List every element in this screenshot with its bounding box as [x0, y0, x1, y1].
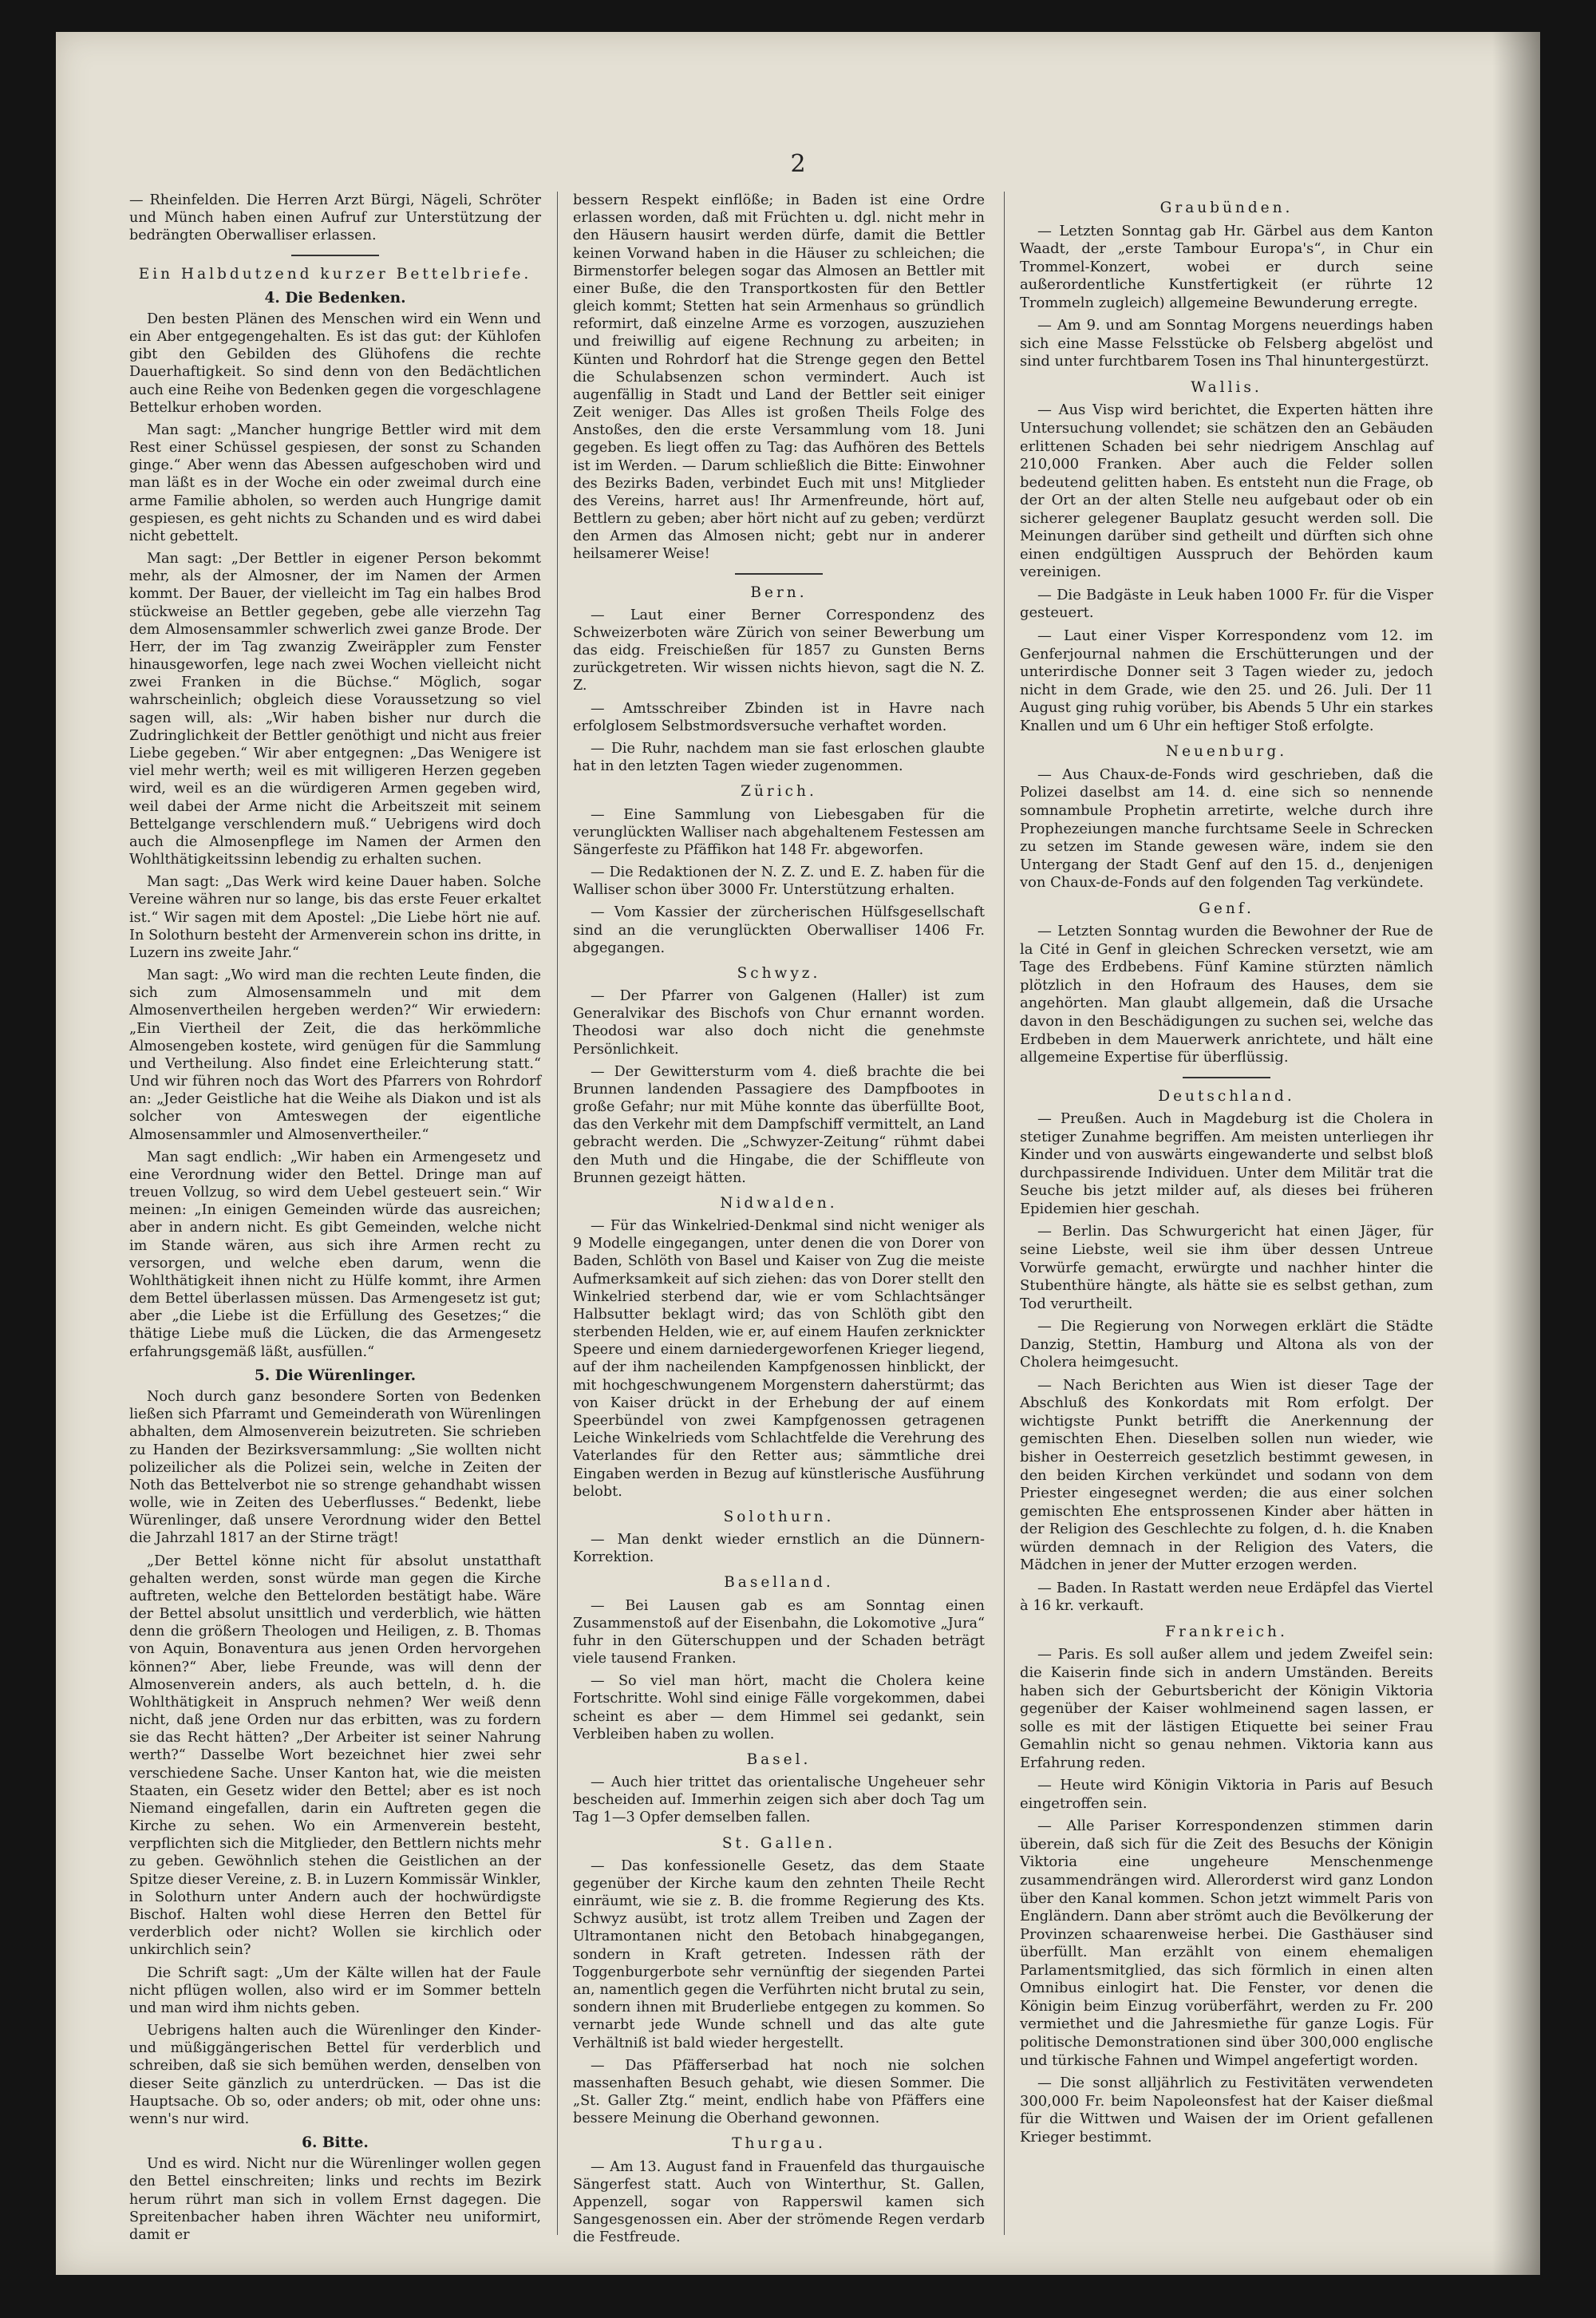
region-heading: Wallis.: [1191, 378, 1262, 396]
paragraph: — Die Ruhr, nachdem man sie fast erloschen glaubte hat in den letzten Tagen wieder zugenommen.: [573, 740, 985, 775]
paragraph: — Preußen. Auch in Magdeburg ist die Cholera in stetiger Zunahme begriffen. Am meisten unterliegen ihr Kinder und von auswärts eingewanderte und selbst bloß durchpassirende Individuen. Unter dem Militär trat die Seuche bis jetzt milder auf, als dieses bei früheren Epidemien hier geschah.: [1020, 1110, 1433, 1217]
paragraph: — Bei Lausen gab es am Sonntag einen Zusammenstoß auf der Eisenbahn, die Lokomotive „Jura“ fuhr in den Güterschuppen und der Schaden beträgt viele tausend Franken.: [573, 1597, 985, 1667]
paragraph: — Eine Sammlung von Liebesgaben für die verunglückten Walliser nach abgehaltenem Festessen am Sängerfeste zu Pfäffikon hat 148 Fr. abgeworfen.: [573, 806, 985, 858]
binding-shadow: [1492, 32, 1540, 2275]
column-rule: [1004, 192, 1005, 2235]
region-heading: Solothurn.: [723, 1508, 835, 1525]
region-heading: Zürich.: [741, 783, 817, 801]
paragraph: Den besten Plänen des Menschen wird ein Wenn und ein Aber entgegengehalten. Es ist das gut: der Kühlofen gibt den Gebilden des Glühofens die rechte Dauerhaftigkeit. So sind denn von den Bedächtlichen auch eine Reihe von Bedenken gegen die vorgeschlagene Bettelkur erhoben worden.: [129, 311, 541, 416]
column-left: [129, 192, 541, 2249]
column-middle: [573, 192, 985, 2251]
series-heading: Ein Halbdutzend kurzer Bettelbriefe.: [138, 265, 532, 283]
paragraph: — Alle Pariser Korrespondenzen stimmen darin überein, daß sich für die Zeit des Besuchs der Königin Viktoria eine ungeheure Menschenmenge zusammendrängen wird. Allerorderst wird ganz London über den Kanal kommen. Schon jetzt wimmelt Paris von Engländern. Dann aber strömt auch die Bevölkerung der Provinzen schaarenweise herbei. Die Gasthäuser sind überfüllt. Man erzählt von einem ehemaligen Parlamentsmitglied, das sich förmlich in einen alten Omnibus einlogirt hat. Die Fenster, vor denen die Königin beim Einzug vorüberfährt, werden zu Fr. 200 vermiethet und die Jahresmiethe für ganze Logis. Für politische Demonstrationen sind über 300,000 englische und türkische Fahnen und Wimpel angefertigt worden.: [1020, 1818, 1433, 2069]
paragraph: — Der Pfarrer von Galgenen (Haller) ist zum Generalvikar des Bischofs von Chur ernannt worden. Theodosi war also doch nicht die genehmste Persönlichkeit.: [573, 988, 985, 1058]
article-rheinfelden: — Rheinfelden. Die Herren Arzt Bürgi, Nägeli, Schröter und Münch haben einen Aufruf zur Unterstützung der bedrängten Oberwalliser erlassen.: [129, 192, 541, 244]
paragraph: — Amtsschreiber Zbinden ist in Havre nach erfolglosem Selbstmordsversuche verhaftet worden.: [573, 700, 985, 734]
paragraph: Man sagt endlich: „Wir haben ein Armengesetz und eine Verordnung wider den Bettel. Dringe man auf treuen Vollzug, so wird dem Uebel gesteuert sein.“ Wir meinen: „In einigen Gemeinden würde das ausreichen; aber in andern nicht. Es gibt Gemeinden, welche nicht im Stande wären, aus sich ihre Armen recht zu versorgen, und welche eben darum, wenn die Wohlthätigkeit ihnen nicht zu Hülfe kommt, ihre Armen dem Bettel überlassen müssen. Das Armengesetz ist gut; aber „die Liebe ist die Erfüllung des Gesetzes;“ die thätige Liebe muß die Lücken, die das Armengesetz erfahrungsgemäß läßt, ausfüllen.“: [129, 1149, 541, 1360]
region-heading: Deutschland.: [1158, 1087, 1295, 1105]
region-heading: Basel.: [746, 1750, 812, 1768]
region-heading: Graubünden.: [1159, 200, 1294, 216]
paragraph: — Heute wird Königin Viktoria in Paris auf Besuch eingetroffen sein.: [1020, 1777, 1433, 1812]
column-right: [1020, 192, 1433, 2151]
paragraph: „Der Bettel könne nicht für absolut unstatthaft gehalten werden, sonst würde man gegen die Kirche auftreten, welche den Bettelorden bestätigt habe. Wäre der Bettel absolut unsittlich und verderblich, wie hätten denn die größern Theologen und Heiligen, z. B. Thomas von Aquin, Bonaventura aus jenen Orden hervorgehen können?“ Aber, liebe Freunde, was will denn der Almosenverein anders, als auch betteln, d. h. die Wohlthätigkeit in Anspruch nehmen? Wer weiß denn nicht, daß jene Orden nur das erbitten, was zu fordern sie das Recht hätten? „Der Arbeiter ist seiner Nahrung werth?“ Dasselbe Wort bezeichnet hier zwei sehr verschiedene Sache. Unser Kanton hat, wie die meisten Staaten, ein Gesetz wider den Bettel; aber es ist noch Niemand eingefallen, darin ein Auftreten gegen die Kirche zu sehen. Wo ein Armenverein besteht, verpflichten sich die Mitglieder, den Bettlern nichts mehr zu geben. Gewöhnlich stehen die Geistlichen an der Spitze dieser Vereine, z. B. in Luzern Kommissär Winkler, in Solothurn unter Andern auch der hochwürdigste Bischof. Halten wohl diese Herren den Bettel für verderblich oder nicht? Wollen sie kirchlich oder unkirchlich sein?: [129, 1553, 541, 1959]
separator: [291, 255, 379, 256]
region-heading: Neuenburg.: [1165, 743, 1288, 761]
paragraph: — Letzten Sonntag gab Hr. Gärbel aus dem Kanton Waadt, der „erste Tambour Europa's“, in Chur ein Trommel-Konzert, wobei er durch seine außerordentliche Kunstfertigkeit (er rührte 12 Trommeln zugleich) allgemeine Bewunderung erregte.: [1020, 222, 1433, 311]
paragraph: — Letzten Sonntag wurden die Bewohner der Rue de la Cité in Genf in gleichen Schrecken versetzt, wie am Tage des Erdbebens. Fünf Kamine stürzten nämlich plötzlich in den Hofraum des Hauses, dem sie angehörten. Man glaubt allgemein, daß die Ursache davon in den Beschädigungen zu suchen sei, welche das Erdbeben in dem Mauerwerk anrichtete, und hält eine allgemeine Expertise für überflüssig.: [1020, 923, 1433, 1066]
region-heading: Bern.: [750, 583, 808, 601]
paragraph: — Man denkt wieder ernstlich an die Dünnern-Korrektion.: [573, 1532, 985, 1566]
section-heading: 4. Die Bedenken.: [264, 289, 406, 307]
region-heading: Schwyz.: [737, 964, 821, 982]
newspaper-page: [56, 32, 1540, 2275]
paragraph: — So viel man hört, macht die Cholera keine Fortschritte. Wohl sind einige Fälle vorgekommen, dabei scheint es aber — dem Himmel sei gedankt, sein Verbleiben haben zu wollen.: [573, 1673, 985, 1742]
paragraph: — Paris. Es soll außer allem und jedem Zweifel sein: die Kaiserin finde sich in andern Umständen. Bereits haben sich der Geburtsbericht der Königin Viktoria gegenüber der Kaiser wohlmeinend sagen lassen, er solle es mit der lästigen Etiquette bei seiner Frau Gemahlin nicht so genau nehmen. Viktoria kann aus Erfahrung reden.: [1020, 1646, 1433, 1771]
region-heading: Baselland.: [724, 1574, 834, 1592]
paragraph: — Aus Chaux-de-Fonds wird geschrieben, daß die Polizei daselbst am 14. d. eine sich so nennende somnambule Prophetin arretirte, welche durch ihre Prophezeiungen manche furchtsame Seele in Schrecken zu setzen im Stande gewesen wäre, indem sie den Untergang der Stadt Genf auf den 15. d., denjenigen von Chaux-de-Fonds auf den folgenden Tag verkündete.: [1020, 765, 1433, 892]
paragraph: Man sagt: „Wo wird man die rechten Leute finden, die sich zum Almosensammeln und mit dem Almosenvertheilen hergeben werden?“ Wir erwiedern: „Ein Viertheil der Zeit, die das herkömmliche Almosengeben kostete, wird genügen für die Sammlung und Vertheilung. Also findet eine Erleichterung statt.“ Und wir führen noch das Wort des Pfarrers von Rohrdorf an: „Jeder Geistliche hat die Weihe als Diakon und ist als solcher von Amteswegen der eigentliche Almosensammler und Almosenvertheiler.“: [129, 967, 541, 1143]
region-heading: Genf.: [1199, 900, 1254, 917]
paragraph: Man sagt: „Der Bettler in eigener Person bekommt mehr, als der Almosner, der im Namen der Armen kommt. Der Bauer, der vielleicht im Tag ein halbes Brod stückweise an Bettler gegeben, gebe alle vierzehn Tag dem Almosensammler schwerlich zwei ganze Brode. Der Herr, der im Tag zwanzig Zweiräppler zum Fenster hinausgeworfen, lege nach zwei Wochen vielleicht nicht zwei Franken in die Büchse.“ Möglich, sogar wahrscheinlich; obgleich diese Voraussetzung so viel sagen will, als: „Wir haben bisher nur durch die Zudringlichkeit der Bettler genöthigt und nicht aus freier Liebe gegeben.“ Wir aber entgegnen: „Das Wenigere ist viel mehr werth; weil es mit willigeren Herzen gegeben wird, weil es an die würdigeren Armen gegeben wird, weil dabei der Arme nicht die Arbeitszeit mit seinem Bettelgange verschlendern muß.“ Uebrigens wird doch auch die Almosenpflege im Namen der Armen den Wohlthätigkeitssinn lebendig zu erhalten suchen.: [129, 551, 541, 868]
separator: [1183, 1077, 1270, 1078]
paragraph: Und es wird. Nicht nur die Würenlinger wollen gegen den Bettel einschreiten; links und rechts im Bezirk herum rührt man sich in vollem Ernst dagegen. Die Spreitenbacher haben ihren Wächter neu uniformirt, damit er: [129, 2156, 541, 2243]
region-heading: Frankreich.: [1165, 1623, 1288, 1640]
paragraph: — Für das Winkelried-Denkmal sind nicht weniger als 9 Modelle eingegangen, unter denen die von Dorer von Baden, Schlöth von Basel und Kaiser von Zug die meiste Aufmerksamkeit auf sich ziehen: das von Dorer stellt den Winkelried sterbend dar, wie er vom Schlachtsänger Halbsutter beklagt wird; das von Schlöth gibt den sterbenden Helden, wie er, auf einem Haufen zerknickter Speere und einem darniedergeworfenen Krieger liegend, auf der ihm nacheilenden Kampfgenossen hinblickt, der mit hochgeschwungenem Morgenstern daherstürmt; das von Kaiser drückt in der Erhebung der auf einem Speerbündel von zwei Kampfgenossen getragenen Leiche Winkelrieds vom Schlachtfelde die Verehrung des Vaterlandes für den Retter aus; sämmtliche drei Eingaben werden in Bezug auf künstlerische Ausführung belobt.: [573, 1218, 985, 1500]
region-heading: Thurgau.: [732, 2135, 826, 2153]
paragraph: — Auch hier trittet das orientalische Ungeheuer sehr bescheiden auf. Immerhin zeigen sich aber doch Tag um Tag 1—3 Opfer demselben fallen.: [573, 1774, 985, 1826]
paragraph: — Vom Kassier der zürcherischen Hülfsgesellschaft sind an die verunglückten Oberwalliser 1406 Fr. abgegangen.: [573, 904, 985, 956]
page-number: 2: [790, 150, 806, 178]
region-heading: Nidwalden.: [720, 1194, 838, 1212]
paragraph: — Am 9. und am Sonntag Morgens neuerdings haben sich eine Masse Felsstücke ob Felsberg abgelöst und sind unter furchtbarem Tosen ins Thal hinuntergestürzt.: [1020, 317, 1433, 370]
paragraph: — Berlin. Das Schwurgericht hat einen Jäger, für seine Liebste, weil sie ihm über dessen Untreue Vorwürfe gemacht, erwürgte und nachher hinter die Stubenthüre hängte, als hätte sie es selbst gethan, zum Tod verurtheilt.: [1020, 1223, 1433, 1312]
paragraph: — Aus Visp wird berichtet, die Experten hätten ihre Untersuchung vollendet; sie schätzen den an Gebäuden erlittenen Schaden bei sehr niedrigem Anschlag auf 210,000 Franken. Aber auch die Felder sollen bedeutend gelitten haben. Es entsteht nun die Frage, ob der Ort an der alten Stelle neu aufgebaut oder ob ein sicherer gelegener Bauplatz gesucht werden soll. Die Meinungen darüber sind getheilt und dürften sich ohne einen endgültigen Ausspruch der Behörden kaum vereinigen.: [1020, 401, 1433, 581]
paragraph: — Am 13. August fand in Frauenfeld das thurgauische Sängerfest statt. Auch von Winterthur, St. Gallen, Appenzell, sogar von Rapperswil kamen sich Sangesgenossen ein. Aber der strömende Regen verdarb die Festfreude.: [573, 2158, 985, 2246]
paragraph: Noch durch ganz besondere Sorten von Bedenken ließen sich Pfarramt und Gemeinderath von Würenlingen abhalten, dem Almosenverein beizutreten. Sie schrieben zu Handen der Bezirksversammlung: „Sie wollten nicht polizeilicher als die Polizei sein, welche in Zeiten der Noth das Bettelverbot nie so strenge gehandhabt wissen wolle, wie in Zeiten des Ueberflusses.“ Bedenkt, liebe Würenlinger, daß unsere Verordnung wider den Bettel die Jahrzahl 1817 an der Stirne trägt!: [129, 1389, 541, 1547]
paragraph: — Baden. In Rastatt werden neue Erdäpfel das Viertel à 16 kr. verkauft.: [1020, 1579, 1433, 1615]
region-heading: St. Gallen.: [721, 1834, 836, 1852]
paragraph: — Laut einer Berner Correspondenz des Schweizerboten wäre Zürich von seiner Bewerbung um das eidg. Freischießen für 1857 zu Gunsten Berns zurückgetreten. Wir wissen nichts hievon, sagt die N. Z. Z.: [573, 607, 985, 694]
section-heading: 5. Die Würenlinger.: [254, 1367, 417, 1384]
paragraph: — Die Redaktionen der N. Z. Z. und E. Z. haben für die Walliser schon über 3000 Fr. Unterstützung erhalten.: [573, 864, 985, 899]
paragraph: Man sagt: „Mancher hungrige Bettler wird mit dem Rest einer Schüssel gespiesen, der sonst zu Schanden ginge.“ Aber wenn das Abessen aufgeschoben wird und man läßt es in der Woche ein oder zweimal durch eine arme Familie abholen, so werden auch Hungrige damit gespiesen, es geht nichts zu Schanden und es wird dabei nicht gebettelt.: [129, 421, 541, 544]
paragraph: bessern Respekt einflöße; in Baden ist eine Ordre erlassen worden, daß mit Früchten u. dgl. nicht mehr in den Häusern hausirt werden dürfe, damit die Bettler keinen Vorwand haben in die Häuser zu schleichen; die Birmenstorfer belegen sogar das Almosen an Bettler mit einer Buße, die den Transportkosten für den Bettler gleich kommt; Stetten hat sein Armenhaus so gründlich reformirt, daß einzelne Arme es vorzogen, auszuziehen und freiwillig auf eigene Rechnung zu arbeiten; in Künten und Rohrdorf hat die Strenge gegen den Bettel die Schulabsenzen schon vermindert. Auch ist augenfällig in Stadt und Land der Bettler seit einiger Zeit weniger. Das Alles ist großen Theils Folge des Anstoßes, den die erste Versammlung vom 18. Juni gegeben. Es liegt offen zu Tag: das Aufhören des Bettels ist im Werden. — Darum schließlich die Bitte: Einwohner des Bezirks Baden, verbindet Euch mit uns! Mitglieder des Vereins, harret aus! Ihr Armenfreunde, hört auf, Bettlern zu geben; aber hört nicht auf zu geben; verdürzt den Armen das Almosen nicht; gebt nur in anderer heilsamerer Weise!: [573, 192, 985, 563]
paragraph: — Die sonst alljährlich zu Festivitäten verwendeten 300,000 Fr. beim Napoleonsfest hat der Kaiser dießmal für die Wittwen und Waisen der im Orient gefallenen Krieger bestimmt.: [1020, 2075, 1433, 2146]
paragraph: — Die Regierung von Norwegen erklärt die Städte Danzig, Stettin, Hamburg und Altona als von der Cholera heimgesucht.: [1020, 1318, 1433, 1371]
paragraph: — Die Badgäste in Leuk haben 1000 Fr. für die Visper gesteuert.: [1020, 586, 1433, 622]
paragraph: Die Schrift sagt: „Um der Kälte willen hat der Faule nicht pflügen wollen, also wird er im Sommer betteln und man wird ihm nichts geben.: [129, 1964, 541, 2016]
paragraph: — Der Gewittersturm vom 4. dieß brachte die bei Brunnen landenden Passagiere des Dampfbootes in große Gefahr; nur mit Mühe konnte das überfüllte Boot, das den Verkehr mit dem Dampfschiff vermittelt, an Land gebracht werden. Die „Schwyzer-Zeitung“ rühmt dabei den Muth und die Hingabe, die der Schiffleute von Brunnen gezeigt hätten.: [573, 1063, 985, 1186]
paragraph: — Nach Berichten aus Wien ist dieser Tage der Abschluß des Konkordats mit Rom erfolgt. Der wichtigste Punkt betrifft die Anerkennung der gemischten Ehen. Dieselben sollen nun wieder, wie bisher in Oesterreich gesetzlich bestimmt gewesen, in den beiden Kirchen verkündet und sodann von dem Priester eingesegnet werden; die aus einer solchen gemischten Ehe entsprossenen Kinder aber hätten in der Religion des Geschlechte zu folgen, d. h. die Knaben würden demnach in der Religion des Vaters, die Mädchen in jener der Mutter erzogen werden.: [1020, 1376, 1433, 1574]
paragraph: Man sagt: „Das Werk wird keine Dauer haben. Solche Vereine währen nur so lange, bis das erste Feuer erkaltet ist.“ Wir sagen mit dem Apostel: „Die Liebe hört nie auf. In Solothurn besteht der Armenverein schon ins dritte, in Luzern ins zweite Jahr.“: [129, 874, 541, 961]
paragraph: — Das konfessionelle Gesetz, das dem Staate gegenüber der Kirche kaum den zehnten Theile Recht einräumt, wie sie z. B. die fromme Regierung des Kts. Schwyz ausübt, ist trotz allem Treiben und Zagen der Ultramontanen nicht den Betobach hinabgegangen, sondern in Kraft getreten. Indessen räth der Toggenburgerbote sehr vernünftig der siegenden Partei an, namentlich gegen die Verführten nicht brutal zu sein, sondern ihnen mit Bruderliebe entgegen zu kommen. So vernarbt jede Wunde schnell und das alte gute Verhältniß ist bald wieder hergestellt.: [573, 1857, 985, 2051]
column-rule: [557, 192, 558, 2235]
paragraph: Uebrigens halten auch die Würenlinger den Kinder- und müßiggängerischen Bettel für verderblich und schreiben, daß sie sich bemühen werden, denselben von dieser Seite gänzlich zu unterdrücken. — Das ist die Hauptsache. Ob so, oder anders; ob mit, oder ohne uns: wenn's nur wird.: [129, 2023, 541, 2127]
section-heading: 6. Bitte.: [302, 2134, 369, 2152]
paragraph: — Das Pfäfferserbad hat noch nie solchen massenhaften Besuch gehabt, wie diesen Sommer. Die „St. Galler Ztg.“ meint, endlich habe von Pfäffers eine bessere Meinung die Oberhand gewonnen.: [573, 2057, 985, 2127]
paragraph: — Laut einer Visper Korrespondenz vom 12. im Genferjournal nahmen die Erschütterungen und der unterirdische Donner seit 3 Tagen wieder zu, jedoch nicht in dem Grade, wie den 25. und 26. Juli. Der 11 August ging ruhig vorüber, bis Abends 5 Uhr ein starkes Knallen und um 6 Uhr ein heftiger Stoß erfolgte.: [1020, 627, 1433, 734]
separator: [735, 573, 823, 575]
